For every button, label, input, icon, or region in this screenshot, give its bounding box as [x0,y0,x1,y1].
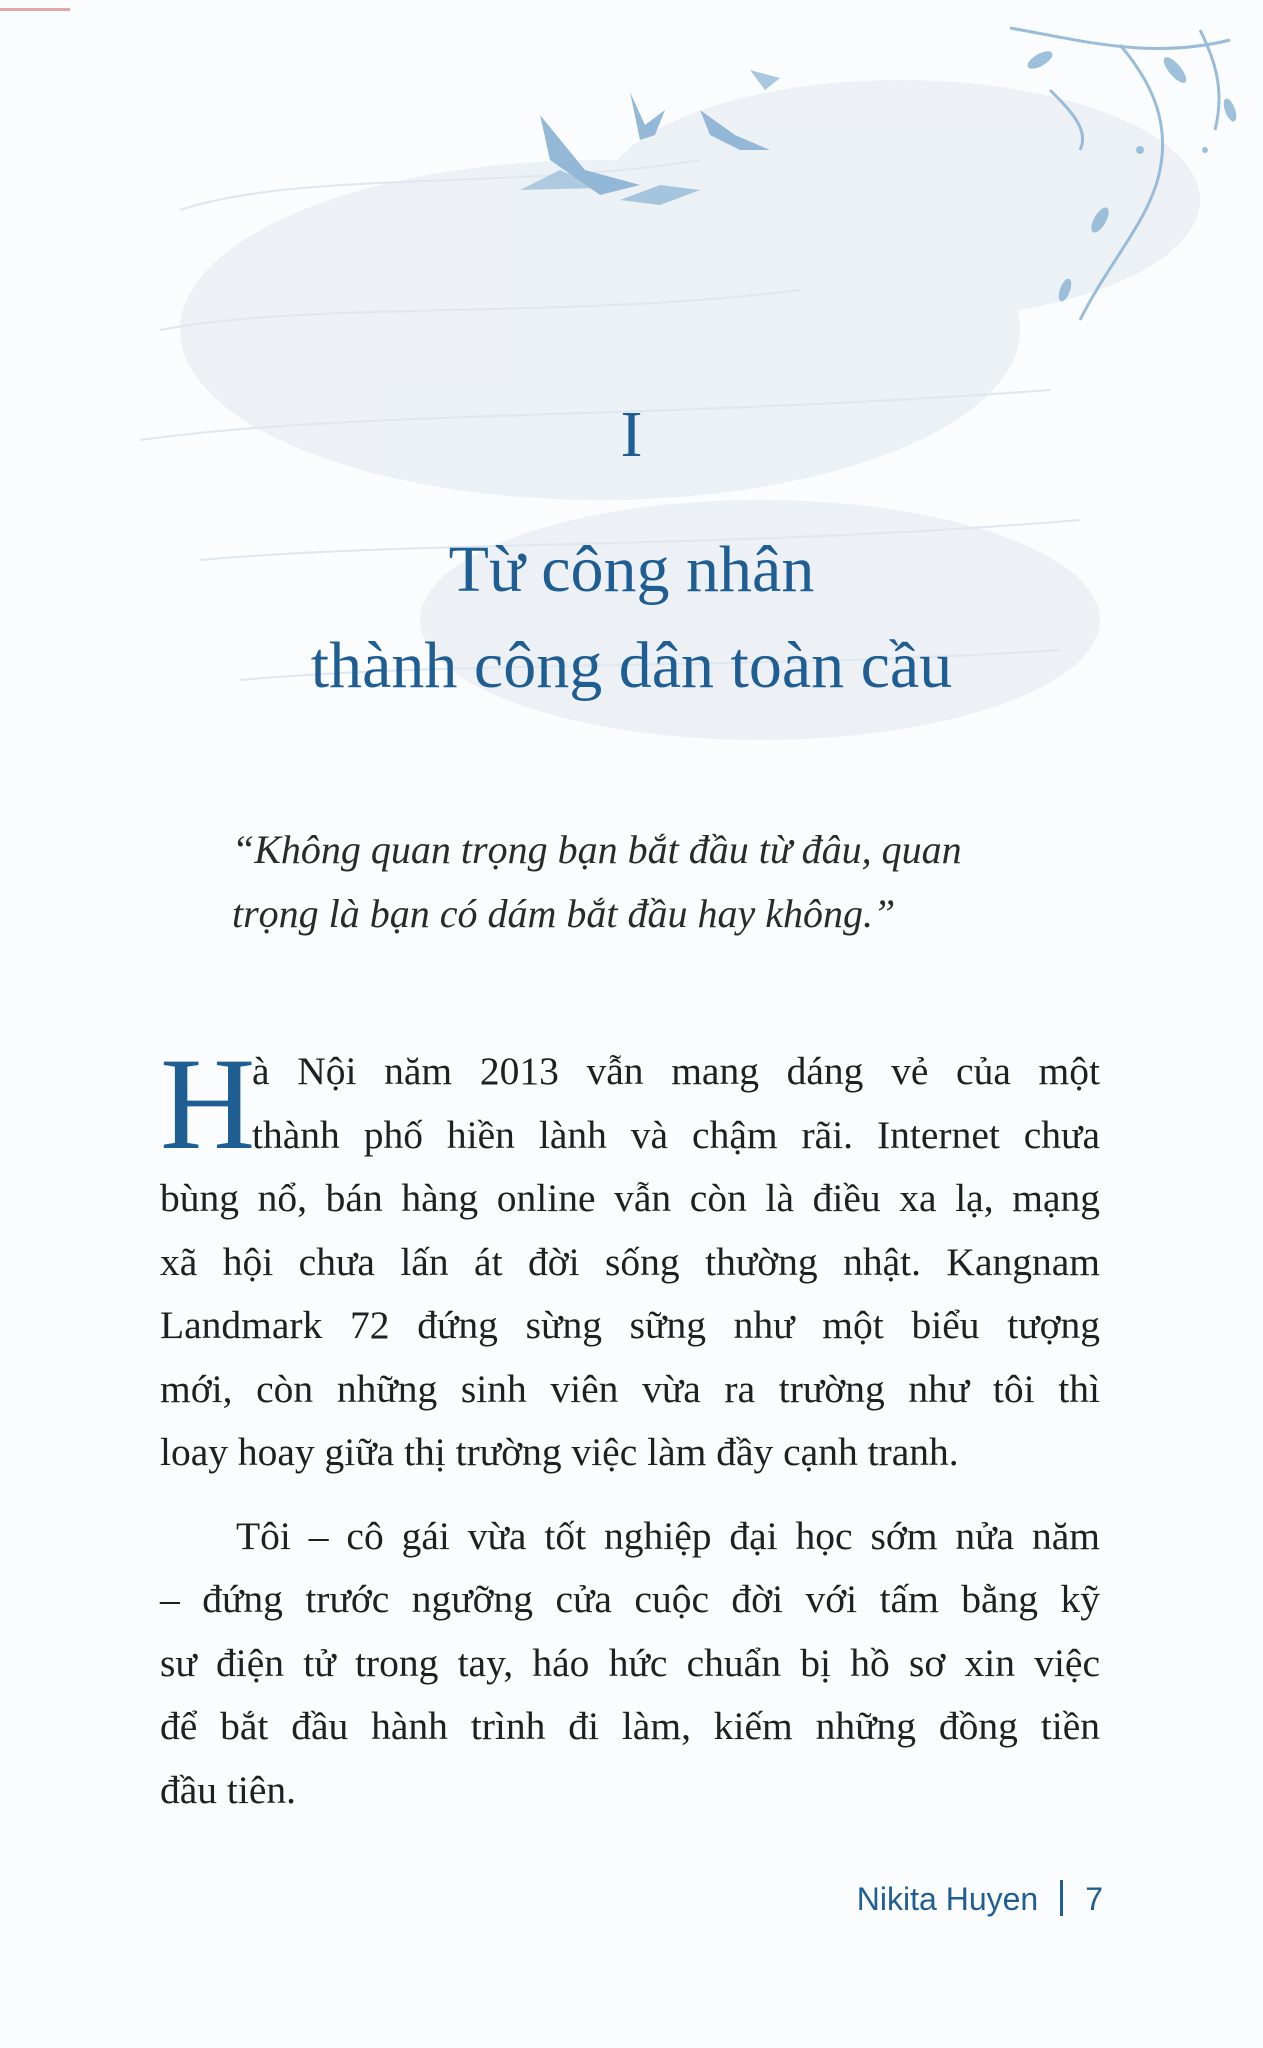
body-text [160,1030,1100,1822]
chapter-title [0,522,1263,714]
author-name: Nikita Huyen [856,1881,1039,1917]
footer-divider [1060,1880,1063,1916]
text-line: Landmark 72 đứng sừng sững như một biểu tượng [160,1303,1100,1347]
text-line: – đứng trước ngưỡng cửa cuộc đời với tấm bằng kỹ [160,1577,1100,1621]
drop-cap: H [160,1030,256,1177]
text-line: à Nội năm 2013 vẫn mang dáng vẻ của một [252,1049,1100,1093]
text-line: loay hoay giữa thị trường việc làm đầy cạnh tranh. [160,1430,959,1474]
quote-line: trọng là bạn có dám bắt đầu hay không.” [232,891,896,936]
page-number: 7 [1085,1881,1103,1917]
epigraph-quote [232,818,1112,946]
chapter-title-line: Từ công nhân [448,533,815,606]
text-line: thành phố hiền lành và chậm rãi. Internet chưa [252,1112,1100,1157]
text-line: xã hội chưa lấn át đời sống thường nhật. Kangnam [160,1239,1100,1284]
paragraph [160,1505,1100,1823]
quote-line: “Không quan trọng bạn bắt đầu từ đâu, quan [232,827,962,872]
chapter-number: I [620,398,643,471]
text-line: Tôi – cô gái vừa tốt nghiệp đại học sớm nửa năm [236,1513,1100,1558]
page-footer [857,1880,1103,1918]
paragraph [160,1030,1100,1485]
text-line: bùng nổ, bán hàng online vẫn còn là điều xa lạ, mạng [160,1176,1100,1220]
text-line: sư điện tử trong tay, háo hức chuẩn bị hồ sơ xin việc [160,1640,1100,1685]
text-line: mới, còn những sinh viên vừa ra trường như tôi thì [160,1366,1100,1411]
text-line: đầu tiên. [160,1767,297,1812]
text-line: để bắt đầu hành trình đi làm, kiếm những đồng tiền [160,1704,1100,1748]
chapter-title-line: thành công dân toàn cầu [310,629,953,702]
